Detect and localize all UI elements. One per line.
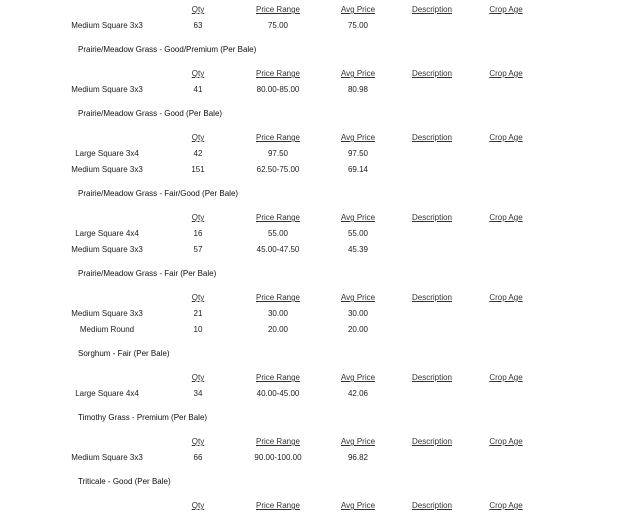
qty-value: 151 — [191, 165, 205, 174]
header-avg-price: Avg Price — [340, 293, 376, 302]
bale-type: Medium Square 3x3 — [71, 85, 143, 94]
qty-value: 66 — [193, 453, 203, 462]
header-qty: Qty — [191, 69, 205, 78]
qty-value: 16 — [193, 229, 203, 238]
header-qty: Qty — [191, 501, 205, 510]
qty-value: 57 — [193, 245, 203, 254]
header-crop-age: Crop Age — [489, 373, 523, 382]
table-row — [0, 20, 640, 32]
price-range-value: 75.00 — [267, 21, 289, 30]
qty-value: 10 — [193, 325, 203, 334]
header-crop-age: Crop Age — [489, 213, 523, 222]
column-header-row — [0, 68, 640, 80]
bale-type: Medium Square 3x3 — [71, 165, 143, 174]
avg-price-value: 75.00 — [347, 21, 369, 30]
section-title: Prairie/Meadow Grass - Fair (Per Bale) — [78, 269, 217, 278]
header-avg-price: Avg Price — [340, 133, 376, 142]
table-row — [0, 388, 640, 400]
bale-type: Large Square 3x4 — [75, 149, 139, 158]
bale-type: Medium Square 3x3 — [71, 21, 143, 30]
table-row — [0, 452, 640, 464]
column-header-row — [0, 132, 640, 144]
price-range-value: 80.00-85.00 — [256, 85, 300, 94]
column-header-row — [0, 436, 640, 448]
column-header-row — [0, 212, 640, 224]
avg-price-value: 69.14 — [347, 165, 369, 174]
section-title: Prairie/Meadow Grass - Good (Per Bale) — [78, 109, 223, 118]
header-price-range: Price Range — [255, 373, 301, 382]
header-price-range: Price Range — [255, 5, 301, 14]
header-avg-price: Avg Price — [340, 373, 376, 382]
header-qty: Qty — [191, 437, 205, 446]
qty-value: 63 — [193, 21, 203, 30]
column-header-row — [0, 500, 640, 512]
header-crop-age: Crop Age — [489, 69, 523, 78]
header-qty: Qty — [191, 5, 205, 14]
avg-price-value: 20.00 — [347, 325, 369, 334]
bale-type: Large Square 4x4 — [75, 229, 139, 238]
avg-price-value: 45.39 — [347, 245, 369, 254]
price-range-value: 62.50-75.00 — [256, 165, 300, 174]
bale-type: Large Square 4x4 — [75, 389, 139, 398]
header-description: Description — [411, 501, 452, 510]
price-range-value: 45.00-47.50 — [256, 245, 300, 254]
header-price-range: Price Range — [255, 133, 301, 142]
header-description: Description — [411, 5, 452, 14]
table-row — [0, 148, 640, 160]
avg-price-value: 97.50 — [347, 149, 369, 158]
avg-price-value: 42.06 — [347, 389, 369, 398]
section-title: Prairie/Meadow Grass - Good/Premium (Per Bale) — [78, 45, 257, 54]
header-crop-age: Crop Age — [489, 437, 523, 446]
avg-price-value: 80.98 — [347, 85, 369, 94]
section-title: Timothy Grass - Premium (Per Bale) — [78, 413, 208, 422]
bale-type: Medium Square 3x3 — [71, 245, 143, 254]
header-price-range: Price Range — [255, 69, 301, 78]
price-range-value: 40.00-45.00 — [256, 389, 300, 398]
header-avg-price: Avg Price — [340, 69, 376, 78]
header-qty: Qty — [191, 373, 205, 382]
price-range-value: 55.00 — [267, 229, 289, 238]
price-range-value: 20.00 — [267, 325, 289, 334]
header-avg-price: Avg Price — [340, 5, 376, 14]
bale-type: Medium Round — [79, 325, 135, 334]
table-row — [0, 164, 640, 176]
column-header-row — [0, 372, 640, 384]
header-crop-age: Crop Age — [489, 5, 523, 14]
qty-value: 21 — [193, 309, 203, 318]
avg-price-value: 30.00 — [347, 309, 369, 318]
section-title: Triticale - Good (Per Bale) — [78, 477, 171, 486]
table-row — [0, 324, 640, 336]
header-description: Description — [411, 213, 452, 222]
avg-price-value: 96.82 — [347, 453, 369, 462]
header-qty: Qty — [191, 293, 205, 302]
header-crop-age: Crop Age — [489, 501, 523, 510]
table-row — [0, 308, 640, 320]
qty-value: 42 — [193, 149, 203, 158]
price-range-value: 30.00 — [267, 309, 289, 318]
header-description: Description — [411, 437, 452, 446]
table-row — [0, 84, 640, 96]
header-avg-price: Avg Price — [340, 501, 376, 510]
header-description: Description — [411, 133, 452, 142]
price-range-value: 90.00-100.00 — [254, 453, 302, 462]
header-avg-price: Avg Price — [340, 437, 376, 446]
qty-value: 34 — [193, 389, 203, 398]
header-price-range: Price Range — [255, 501, 301, 510]
header-price-range: Price Range — [255, 213, 301, 222]
header-qty: Qty — [191, 213, 205, 222]
bale-type: Medium Square 3x3 — [71, 309, 143, 318]
header-description: Description — [411, 69, 452, 78]
header-price-range: Price Range — [255, 437, 301, 446]
header-crop-age: Crop Age — [489, 293, 523, 302]
qty-value: 41 — [193, 85, 203, 94]
header-price-range: Price Range — [255, 293, 301, 302]
price-range-value: 97.50 — [267, 149, 289, 158]
column-header-row — [0, 292, 640, 304]
bale-type: Medium Square 3x3 — [71, 453, 143, 462]
header-description: Description — [411, 293, 452, 302]
column-header-row — [0, 4, 640, 16]
header-description: Description — [411, 373, 452, 382]
table-row — [0, 228, 640, 240]
table-row — [0, 244, 640, 256]
header-qty: Qty — [191, 133, 205, 142]
section-title: Prairie/Meadow Grass - Fair/Good (Per Bale) — [78, 189, 239, 198]
header-avg-price: Avg Price — [340, 213, 376, 222]
header-crop-age: Crop Age — [489, 133, 523, 142]
avg-price-value: 55.00 — [347, 229, 369, 238]
section-title: Sorghum - Fair (Per Bale) — [78, 349, 170, 358]
